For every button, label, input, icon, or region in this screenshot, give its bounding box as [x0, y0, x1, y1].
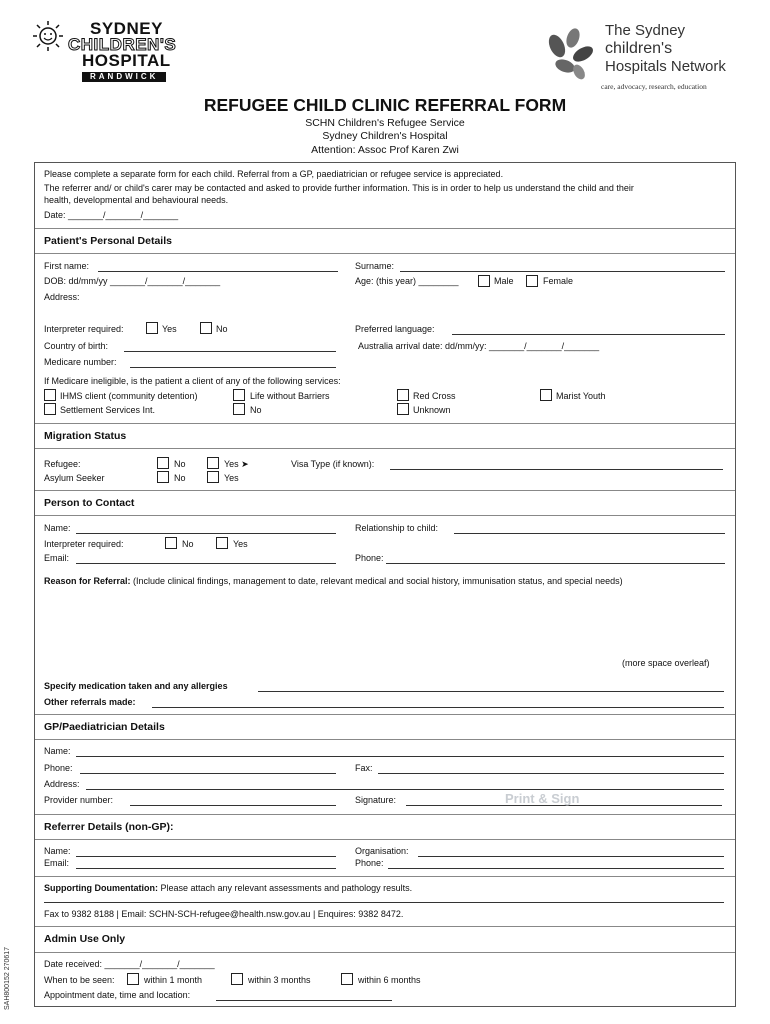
relationship-field[interactable] — [454, 533, 725, 534]
appointment-field[interactable] — [216, 1000, 392, 1001]
gp-name-field[interactable] — [76, 756, 724, 757]
marist-youth-label: Marist Youth — [556, 391, 606, 401]
intro-text-2: The referrer and/ or child's carer may be contacted and asked to provide further information. This is in order to help us understand the child and their — [44, 183, 634, 193]
section-referrer-heading: Referrer Details (non-GP): — [44, 821, 174, 833]
first-name-field[interactable] — [98, 271, 338, 272]
medicare-field[interactable] — [130, 367, 336, 368]
divider — [35, 839, 735, 840]
red-cross-checkbox[interactable] — [397, 389, 409, 401]
divider — [35, 952, 735, 953]
asylum-yes-label: Yes — [224, 473, 239, 483]
leaves-icon — [543, 24, 601, 82]
gp-phone-label: Phone: — [44, 763, 73, 773]
contact-phone-label: Phone: — [355, 553, 384, 563]
interpreter-no-label: No — [216, 324, 228, 334]
gp-phone-field[interactable] — [80, 773, 336, 774]
supporting-field[interactable] — [44, 902, 724, 903]
refugee-yes-label: Yes ➤ — [224, 459, 249, 469]
gp-fax-field[interactable] — [378, 773, 724, 774]
section-migration-heading: Migration Status — [44, 430, 127, 442]
referrer-email-field[interactable] — [76, 868, 336, 869]
network-logo-tagline: care, advocacy, research, education — [601, 82, 707, 91]
more-space-note: (more space overleaf) — [622, 658, 710, 668]
contact-interpreter-yes-checkbox[interactable] — [216, 537, 228, 549]
date-received-field[interactable]: Date received: _______/_______/_______ — [44, 959, 215, 969]
referrer-phone-field[interactable] — [388, 868, 724, 869]
reason-label: Reason for Referral: — [44, 576, 131, 586]
section-admin-heading: Admin Use Only — [44, 933, 126, 945]
form-subtitle-service: SCHN Children's Refugee Service — [305, 117, 465, 129]
referrer-phone-label: Phone: — [355, 858, 384, 868]
organisation-field[interactable] — [418, 856, 724, 857]
section-patient-heading: Patient's Personal Details — [44, 235, 172, 247]
preferred-language-label: Preferred language: — [355, 324, 435, 334]
relationship-label: Relationship to child: — [355, 523, 439, 533]
contact-name-label: Name: — [44, 523, 71, 533]
supporting-label: Supporting Doumentation: — [44, 883, 158, 893]
supporting-documentation — [44, 883, 412, 893]
sch-logo-line4: RANDWICK — [82, 72, 166, 82]
gp-name-label: Name: — [44, 746, 71, 756]
life-without-barriers-label: Life without Barriers — [250, 391, 330, 401]
interpreter-yes-checkbox[interactable] — [146, 322, 158, 334]
sch-logo-line2: CHILDREN'S — [68, 35, 177, 54]
refugee-yes-checkbox[interactable] — [207, 457, 219, 469]
within-3-months-checkbox[interactable] — [231, 973, 243, 985]
male-label: Male — [494, 276, 514, 286]
sch-logo-line1: SYDNEY — [90, 19, 163, 38]
divider — [35, 515, 735, 516]
ihms-checkbox[interactable] — [44, 389, 56, 401]
other-referrals-label: Other referrals made: — [44, 697, 136, 707]
reason-for-referral — [44, 576, 623, 586]
divider — [35, 228, 735, 229]
organisation-label: Organisation: — [355, 846, 409, 856]
male-checkbox[interactable] — [478, 275, 490, 287]
other-referrals-field[interactable] — [152, 707, 724, 708]
visa-type-field[interactable] — [390, 469, 723, 470]
network-logo-line3: Hospitals Network — [605, 58, 726, 75]
appointment-label: Appointment date, time and location: — [44, 990, 191, 1000]
contact-email-label: Email: — [44, 553, 70, 563]
contact-name-field[interactable] — [76, 533, 336, 534]
surname-label: Surname: — [355, 261, 395, 271]
form-subtitle-attention: Attention: Assoc Prof Karen Zwi — [311, 144, 459, 156]
contact-phone-field[interactable] — [386, 563, 725, 564]
settlement-checkbox[interactable] — [44, 403, 56, 415]
network-logo-line1: The Sydney — [605, 22, 686, 39]
section-contact-heading: Person to Contact — [44, 497, 135, 509]
refugee-no-checkbox[interactable] — [157, 457, 169, 469]
gp-address-field[interactable] — [86, 789, 724, 790]
divider — [35, 714, 735, 715]
dob-field[interactable]: DOB: dd/mm/yy _______/_______/_______ — [44, 276, 221, 286]
gp-fax-label: Fax: — [355, 763, 373, 773]
divider — [35, 490, 735, 491]
country-field[interactable] — [124, 351, 336, 352]
form-subtitle-hospital: Sydney Children's Hospital — [322, 130, 448, 142]
reason-text-area[interactable] — [44, 592, 724, 652]
arrival-date-field[interactable]: Australia arrival date: dd/mm/yy: _______/_______/_______ — [358, 341, 600, 351]
sch-logo — [32, 20, 182, 90]
age-field[interactable]: Age: (this year) ________ — [355, 276, 459, 286]
within-1-month-checkbox[interactable] — [127, 973, 139, 985]
services-unknown-label: Unknown — [413, 405, 451, 415]
divider — [35, 926, 735, 927]
reason-instructions: (Include clinical findings, management to date, relevant medical and social history, immunisation status, and special needs) — [133, 576, 623, 586]
provider-number-label: Provider number: — [44, 795, 114, 805]
interpreter-no-checkbox[interactable] — [200, 322, 212, 334]
settlement-label: Settlement Services Int. — [60, 405, 156, 415]
red-cross-label: Red Cross — [413, 391, 456, 401]
visa-type-label: Visa Type (if known): — [291, 459, 375, 469]
first-name-label: First name: — [44, 261, 90, 271]
asylum-seeker-label: Asylum Seeker — [44, 473, 105, 483]
marist-youth-checkbox[interactable] — [540, 389, 552, 401]
asylum-yes-checkbox[interactable] — [207, 471, 219, 483]
intro-date-field[interactable]: Date: _______/_______/_______ — [44, 210, 179, 220]
female-label: Female — [543, 276, 574, 286]
when-to-be-seen-label: When to be seen: — [44, 975, 115, 985]
intro-text-3: health, developmental and behavioural needs. — [44, 195, 229, 205]
divider — [35, 739, 735, 740]
refugee-no-label: No — [174, 459, 186, 469]
within-6-months-label: within 6 months — [358, 975, 421, 985]
contact-interpreter-no-label: No — [182, 539, 194, 549]
within-3-months-label: within 3 months — [248, 975, 311, 985]
print-sign-watermark: Print & Sign — [505, 791, 580, 806]
interpreter-label: Interpreter required: — [44, 324, 124, 334]
signature-label: Signature: — [355, 795, 397, 805]
referrer-name-field[interactable] — [76, 856, 336, 857]
supporting-text: Please attach any relevant assessments and pathology results. — [160, 883, 413, 893]
within-1-month-label: within 1 month — [144, 975, 203, 985]
section-gp-heading: GP/Paediatrician Details — [44, 721, 165, 733]
within-6-months-checkbox[interactable] — [341, 973, 353, 985]
divider — [35, 253, 735, 254]
interpreter-yes-label: Yes — [162, 324, 177, 334]
asylum-no-label: No — [174, 473, 186, 483]
network-logo-text — [605, 22, 726, 76]
surname-field[interactable] — [400, 271, 725, 272]
contact-email-field[interactable] — [76, 563, 336, 564]
services-no-checkbox[interactable] — [233, 403, 245, 415]
form-title: REFUGEE CHILD CLINIC REFERRAL FORM — [203, 95, 567, 115]
contact-interpreter-no-checkbox[interactable] — [165, 537, 177, 549]
divider — [35, 876, 735, 877]
medicare-label: Medicare number: — [44, 357, 117, 367]
services-no-label: No — [250, 405, 262, 415]
services-unknown-checkbox[interactable] — [397, 403, 409, 415]
contact-interpreter-yes-label: Yes — [233, 539, 248, 549]
preferred-language-field[interactable] — [452, 334, 725, 335]
divider — [35, 814, 735, 815]
divider — [35, 448, 735, 449]
medication-field[interactable] — [258, 691, 724, 692]
sun-face-icon — [32, 20, 66, 54]
gp-address-label: Address: — [44, 779, 80, 789]
divider — [35, 423, 735, 424]
ihms-label: IHMS client (community detention) — [60, 391, 198, 401]
network-logo-line2: children's — [605, 40, 673, 57]
network-logo — [543, 22, 738, 97]
sch-logo-line3: HOSPITAL — [82, 51, 171, 70]
referrer-name-label: Name: — [44, 846, 71, 856]
female-checkbox[interactable] — [526, 275, 538, 287]
referrer-email-label: Email: — [44, 858, 70, 868]
provider-number-field[interactable] — [130, 805, 336, 806]
medicare-ineligible-text: If Medicare ineligible, is the patient a client of any of the following services: — [44, 376, 341, 386]
life-without-barriers-checkbox[interactable] — [233, 389, 245, 401]
medication-label: Specify medication taken and any allergies — [44, 681, 228, 691]
asylum-no-checkbox[interactable] — [157, 471, 169, 483]
contact-interpreter-label: Interpreter required: — [44, 539, 124, 549]
intro-text-1: Please complete a separate form for each child. Referral from a GP, paediatrician or refugee service is appreciated. — [44, 169, 504, 179]
form-code: SAH800152 270617 — [4, 946, 11, 1010]
country-label: Country of birth: — [44, 341, 109, 351]
refugee-label: Refugee: — [44, 459, 81, 469]
fax-email-enquiries: Fax to 9382 8188 | Email: SCHN-SCH-refugee@health.nsw.gov.au | Enquires: 9382 8472. — [44, 909, 404, 919]
address-label: Address: — [44, 292, 80, 302]
